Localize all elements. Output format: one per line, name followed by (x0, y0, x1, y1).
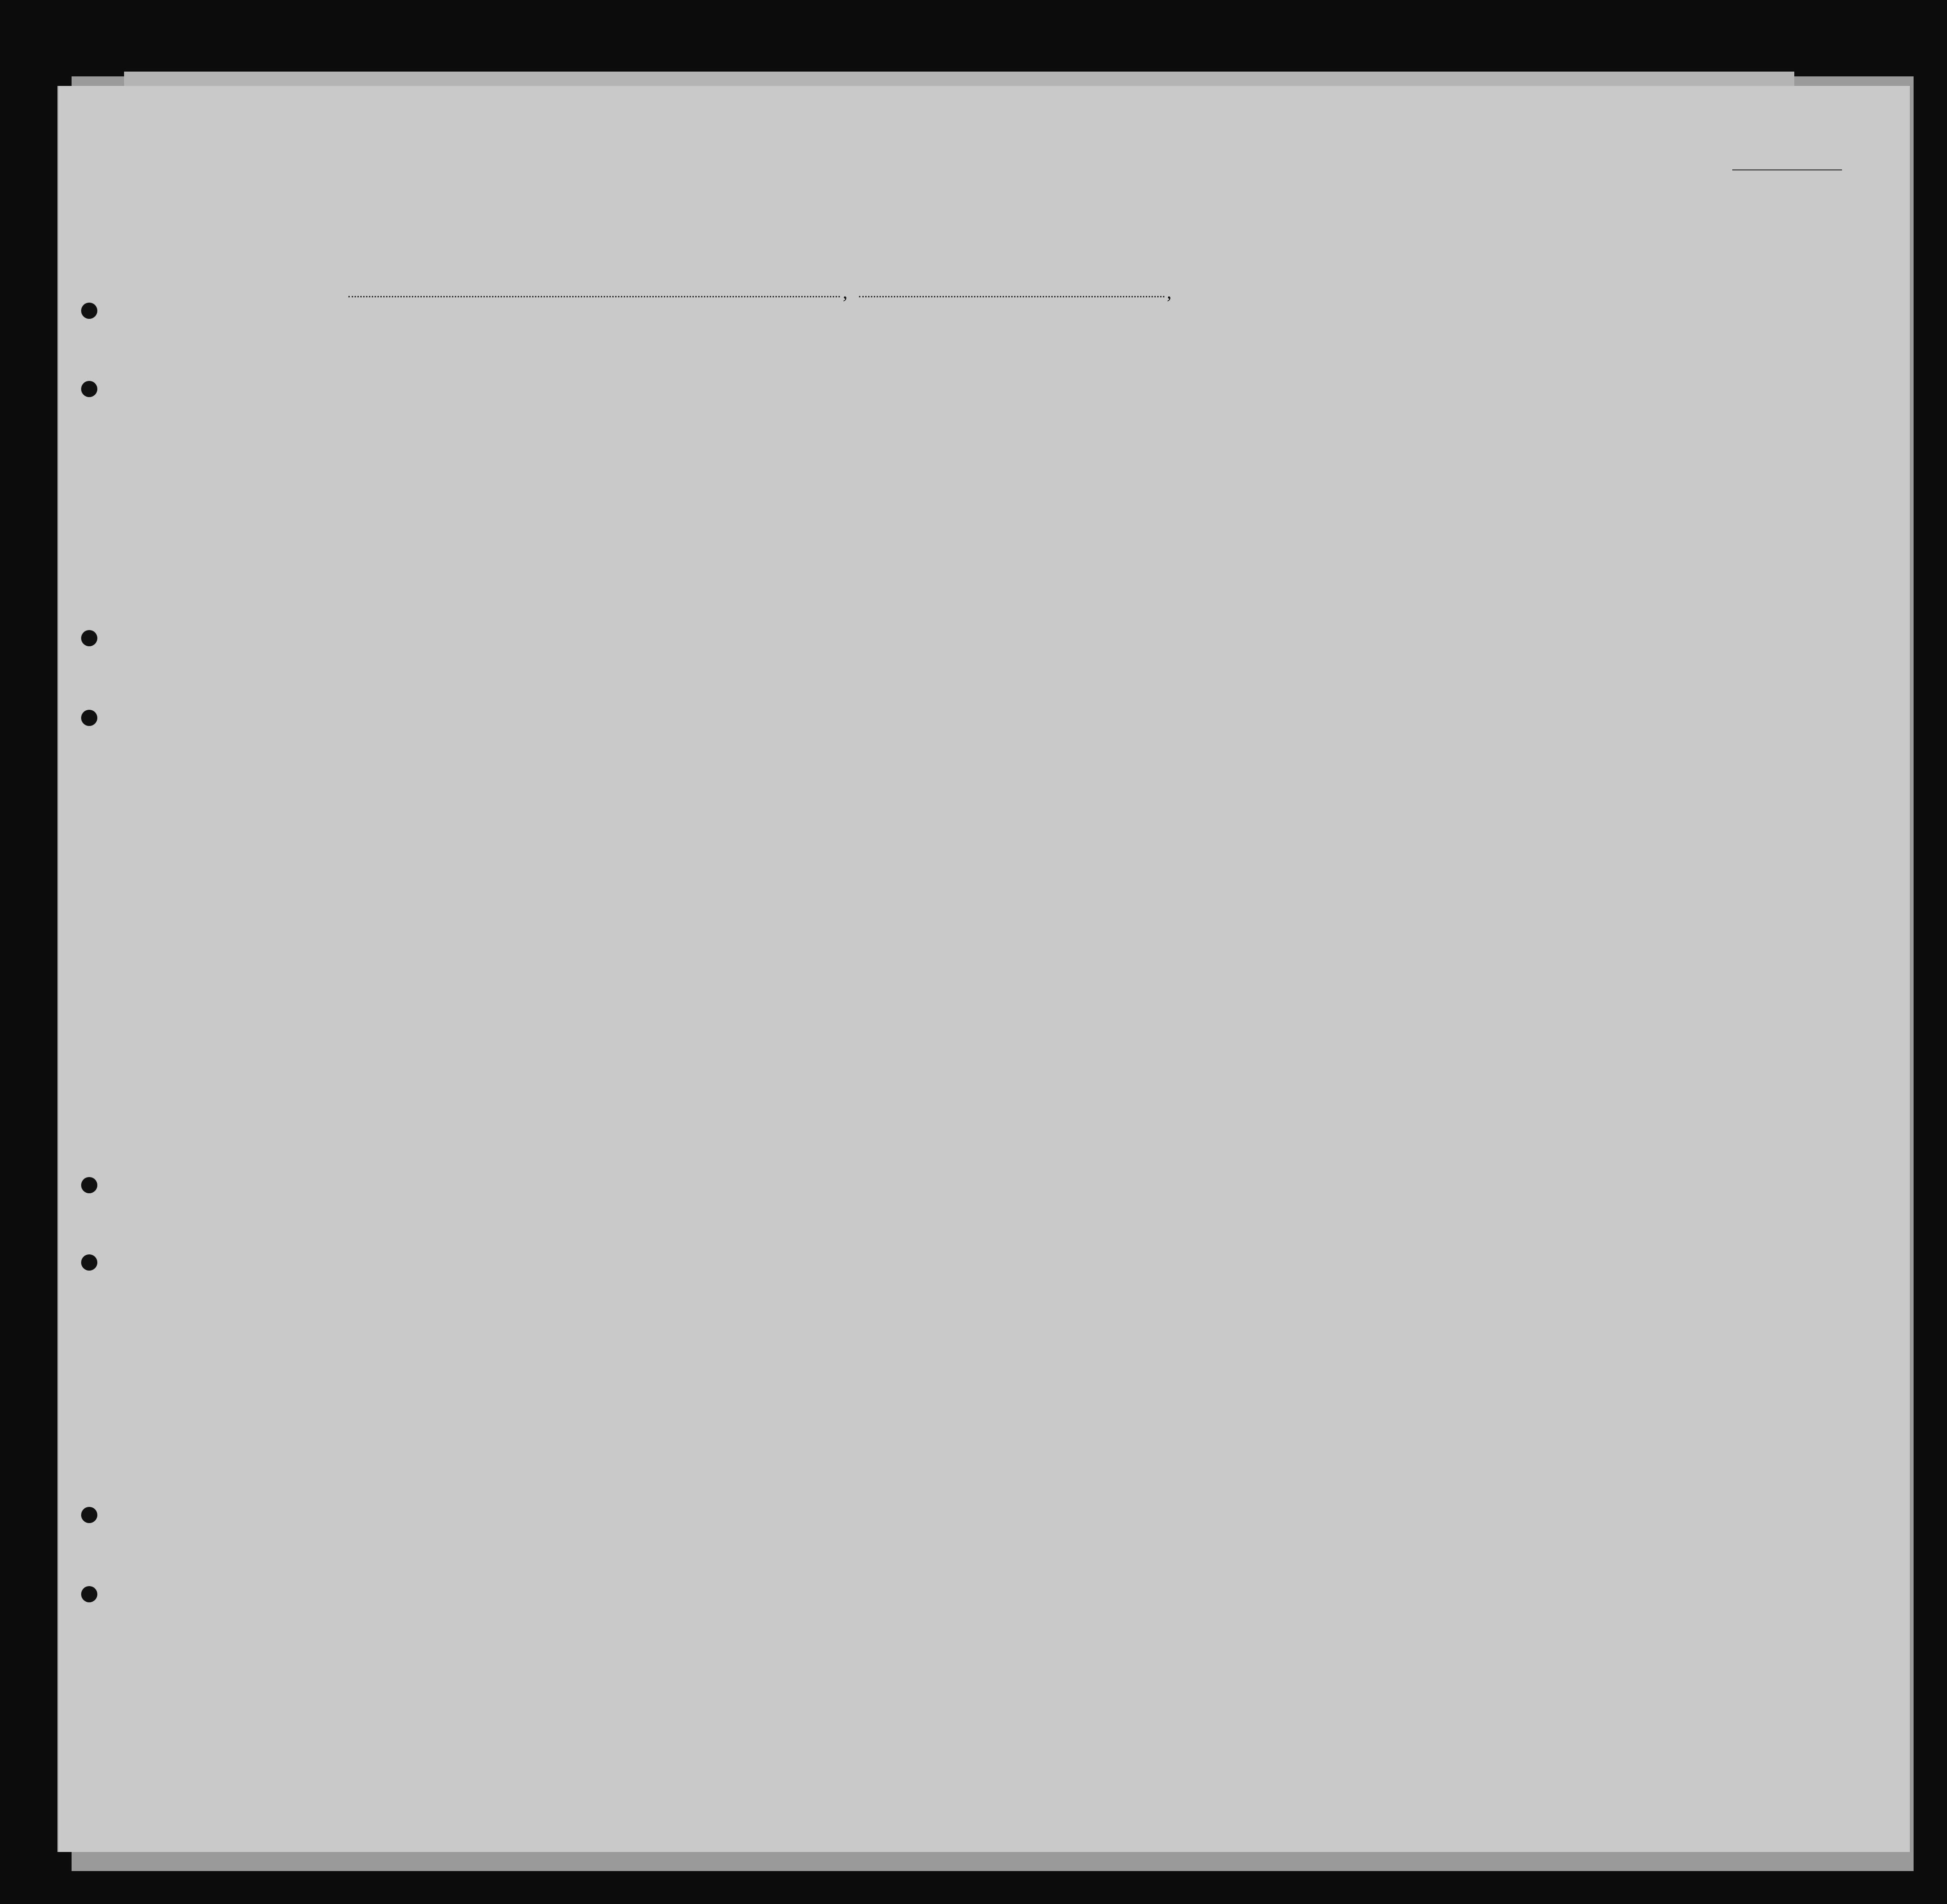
comma: , (843, 281, 848, 303)
comma: , (1167, 281, 1172, 303)
